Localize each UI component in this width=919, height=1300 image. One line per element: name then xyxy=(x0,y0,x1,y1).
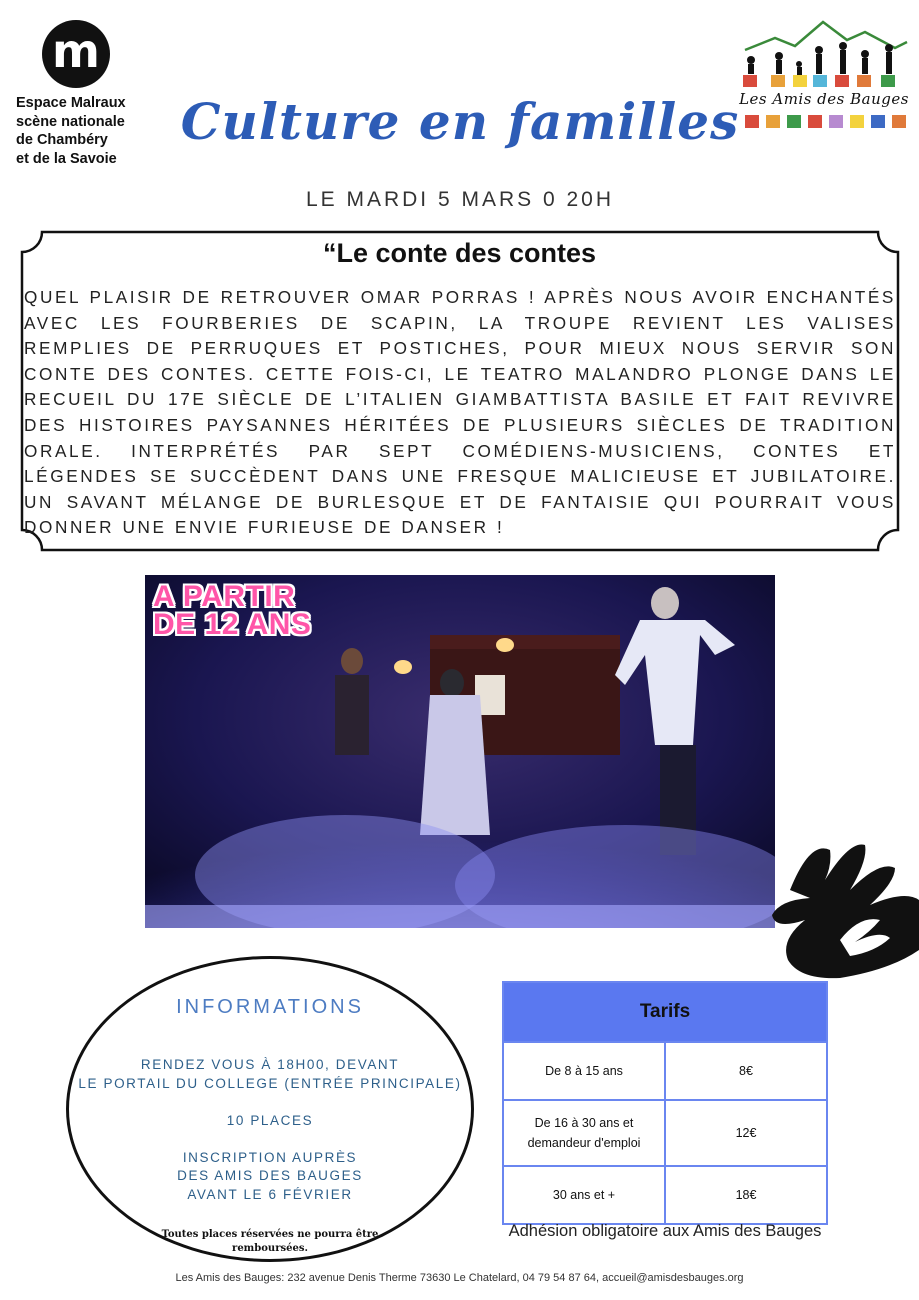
hands-icon xyxy=(770,820,919,980)
mountain-figures-icon xyxy=(735,10,913,135)
age-badge: A PARTIR DE 12 ANS xyxy=(153,580,312,641)
footer-contact: Les Amis des Bauges: 232 avenue Denis Therme 73630 Le Chatelard, 04 79 54 87 64, accueil@amisdesbauges.org xyxy=(175,1272,744,1284)
amis-des-bauges-logo xyxy=(735,10,913,135)
tarif-price: 12€ xyxy=(665,1100,827,1166)
table-row xyxy=(503,1042,827,1100)
places-count: 10 PLACES xyxy=(226,1112,314,1128)
info-heading: INFORMATIONS xyxy=(176,996,364,1018)
malraux-name: Espace Malraux scène nationale de Chambéry et de la Savoie xyxy=(16,95,126,167)
membership-note: Adhésion obligatoire aux Amis des Bauges xyxy=(508,1222,822,1240)
table-row xyxy=(503,1166,827,1224)
malraux-m-icon: m xyxy=(42,20,110,88)
tarifs-heading: Tarifs xyxy=(503,982,827,1042)
info-body xyxy=(70,1056,470,1223)
tarif-label: De 8 à 15 ans xyxy=(503,1042,665,1100)
meeting-line-2: LE PORTAIL DU COLLEGE (ENTRÉE PRINCIPALE) xyxy=(78,1075,462,1091)
inscription-line-3: AVANT LE 6 FÉVRIER xyxy=(187,1186,353,1202)
show-title: “Le conte des contes xyxy=(322,238,597,268)
show-description: QUEL PLAISIR DE RETROUVER OMAR PORRAS ! APRÈS NOUS AVOIR ENCHANTÉS AVEC LES FOURBERIES DE SCAPIN, LA TROUPE REVIENT LES VALISES REMPLIES DE PERRUQUES ET POSTICHES, POUR MIEUX NOUS SERVIR SON CONTE DES CONTES. CETTE FOIS-CI, LE TEATRO MALANDRO PLONGE DANS LE RECUEIL DU 17E SIÈCLE DE L’ITALIEN GIAMBATTISTA BASILE ET FAIT REVIVRE DES HISTOIRES PAYSANNES HÉRITÉES DE PLUSIEURS SIÈCLES DE TRADITION ORALE. INTERPRÉTÉS PAR SEPT COMÉDIENS-MUSICIENS, CONTES ET LÉGENDES SE SUCCÈDENT DANS UNE FRESQUE MALICIEUSE ET JUBILATOIRE. UN SAVANT MÉLANGE DE BURLESQUE ET DE FANTAISIE QUI POURRAIT VOUS DONNER UNE ENVIE FURIEUSE DE DANSER ! xyxy=(24,287,896,538)
tarif-label: De 16 à 30 ans et demandeur d'emploi xyxy=(503,1100,665,1166)
refund-note: Toutes places réservées ne pourra être remboursées. xyxy=(161,1229,379,1254)
tarifs-table xyxy=(502,981,828,1225)
inscription-line-2: DES AMIS DES BAUGES xyxy=(177,1168,363,1183)
tarif-price: 18€ xyxy=(665,1166,827,1224)
inscription-line-1: INSCRIPTION AUPRÈS xyxy=(182,1149,358,1165)
meeting-line-1: RENDEZ VOUS À 18H00, DEVANT xyxy=(140,1057,400,1072)
show-photo xyxy=(145,575,775,928)
tarif-price: 8€ xyxy=(665,1042,827,1100)
table-row xyxy=(503,1100,827,1166)
tarif-label: 30 ans et + xyxy=(503,1166,665,1224)
page-title: Culture en familles xyxy=(180,92,740,151)
event-date: LE MARDI 5 MARS 0 20H xyxy=(305,188,615,211)
bauges-logo-text: Les Amis des Bauges xyxy=(739,90,909,108)
